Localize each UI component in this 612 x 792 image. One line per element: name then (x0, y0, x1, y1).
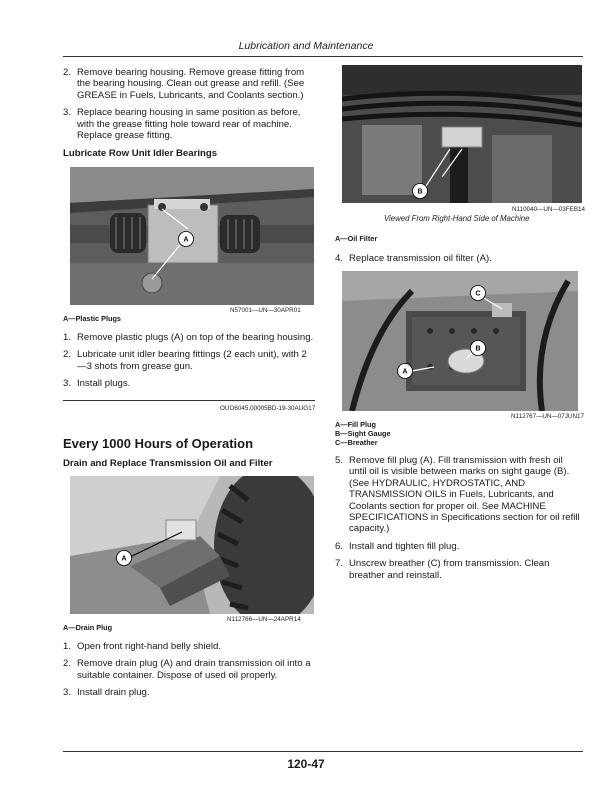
list-item: 2. Remove bearing housing. Remove grease fitting from the bearing housing. Clean out grease and refill. (See GREASE in Fuels, Lubricants, and Coolants section.) (63, 67, 305, 101)
idler-figure-code: N57001—UN—30APR01 (230, 307, 301, 314)
oil-filter-legend (335, 234, 377, 243)
oil-filter-caption: Viewed From Right-Hand Side of Machine (384, 214, 530, 223)
list-item: 2. Remove drain plug (A) and drain transmission oil into a suitable container. Dispose of used oil properly. (63, 658, 311, 681)
idler-legend (63, 314, 121, 323)
list-item: 3. Install plugs. (63, 378, 131, 390)
list-item: 3. Replace bearing housing in same position as before, with the grease fitting hole toward rear of machine. Replace grease fitting. (63, 107, 301, 142)
callout-b: B (417, 188, 423, 196)
idler-heading: Lubricate Row Unit Idler Bearings (63, 148, 218, 159)
drain-legend (63, 623, 112, 632)
transmission-photo (342, 271, 578, 411)
callout-c: C (475, 290, 481, 298)
legend-item: A—Oil Filter (335, 234, 378, 243)
callout-a: A (121, 555, 127, 563)
list-item: 3. Install drain plug. (63, 687, 150, 699)
list-item: 1. Remove plastic plugs (A) on top of the bearing housing. (63, 332, 314, 343)
section-heading: Every 1000 Hours of Operation (63, 436, 254, 451)
right-steps-list (335, 455, 583, 587)
callout-a: A (402, 368, 408, 376)
drain-figure-code: N112766—UN—24APR14 (227, 616, 301, 623)
list-item: 1. Open front right-hand belly shield. (63, 641, 221, 652)
running-header: Lubrication and Maintenance (238, 40, 374, 52)
list-item: 6. Install and tighten fill plug. (335, 540, 460, 552)
list-item: 4. Replace transmission oil filter (A). (335, 253, 492, 264)
section-subheading: Drain and Replace Transmission Oil and Filter (63, 458, 273, 469)
legend-item: C—Breather (335, 438, 378, 447)
oil-filter-figure-code: N110040—UN—03FEB14 (512, 206, 586, 213)
idler-reference-code: OUO6045,00005BD-19-30AUG17 (220, 405, 316, 412)
transmission-figure-code: N112767—UN—07JUN17 (511, 413, 585, 420)
idler-bearing-photo (70, 167, 314, 305)
page-number: 120-47 (287, 757, 325, 771)
list-item: 7. Unscrew breather (C) from transmission. Clean breather and reinstall. (335, 558, 550, 581)
callout-b: B (475, 345, 481, 353)
drain-steps-list (63, 641, 315, 705)
intro-steps-list (63, 67, 315, 147)
list-item: 2. Lubricate unit idler bearing fittings (2 each unit), with 2—3 shots from grease gun. (63, 349, 307, 372)
list-item: 5. Remove fill plug (A). Fill transmission with fresh oil until oil is visible between marks on sight gauge (B). (See HYDRAULIC, HYDROSTATIC, AND TRANSMISSION OILS in Fuels, Lubricants, and Coolants section for proper oil. See MACHINE SPECIFICATIONS in Specifications section for oil refill capacity.) (335, 455, 580, 535)
idler-steps-list (63, 332, 315, 396)
step4-list (335, 253, 583, 270)
legend-item: A—Fill Plug (335, 420, 376, 429)
callout-a: A (183, 236, 189, 244)
legend-item: A—Plastic Plugs (63, 314, 121, 323)
header-rule (63, 56, 583, 57)
oil-filter-photo (342, 65, 582, 203)
legend-item: B—Sight Gauge (335, 429, 391, 438)
section-rule (63, 400, 315, 401)
drain-plug-photo (70, 476, 314, 614)
legend-item: A—Drain Plug (63, 623, 113, 632)
transmission-legend (335, 420, 391, 447)
footer-rule (63, 751, 583, 752)
